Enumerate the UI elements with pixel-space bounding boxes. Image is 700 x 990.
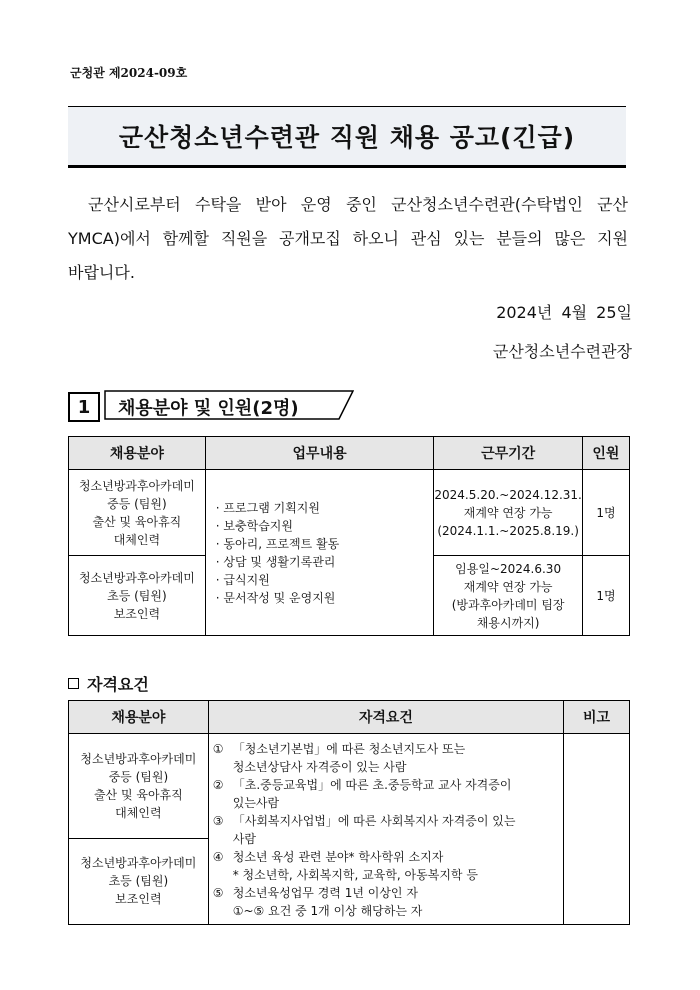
period-line: (방과후아카데미 팀장 <box>451 597 565 612</box>
duty-item: · 문서작성 및 운영지원 <box>215 590 336 605</box>
col-header-period: 근무기간 <box>434 437 582 470</box>
intro-paragraph <box>68 188 628 290</box>
note-cell <box>564 734 630 925</box>
col-header-field: 채용분야 <box>69 437 206 470</box>
field-line: 초등 (팀원) <box>107 588 167 603</box>
duties-cell <box>205 470 434 636</box>
col-header-requirements: 자격요건 <box>208 701 563 734</box>
field-cell <box>69 734 209 839</box>
field-cell <box>69 470 206 556</box>
field-line: 청소년방과후아카데미 <box>80 856 197 871</box>
count-cell: 1명 <box>582 470 629 556</box>
field-line: 청소년방과후아카데미 <box>78 478 195 493</box>
period-line: 2024.5.20.~2024.12.31. <box>434 487 582 502</box>
page-title: 군산청소년수련관 직원 채용 공고(긴급) <box>118 123 576 152</box>
field-cell <box>69 838 209 924</box>
period-cell <box>434 470 582 556</box>
qualifications-heading-text: 자격요건 <box>87 675 149 694</box>
requirement-item: ④ 청소년 육성 관련 분야* 학사학위 소지자 <box>212 850 444 864</box>
duty-item: · 동아리, 프로젝트 활동 <box>215 536 340 551</box>
duty-item: · 급식지원 <box>215 572 270 587</box>
requirement-item: ③ 「사회복지사업법」에 따른 사회복지사 자격증이 있는 <box>212 814 516 828</box>
field-line: 대체인력 <box>115 805 162 820</box>
table-row <box>69 734 630 839</box>
field-line: 보조인력 <box>113 606 161 621</box>
requirements-cell: ① 「청소년기본법」에 따른 청소년지도사 또는 청소년상담사 자격증이 있는 사람 ② 「초.중등교육법」에 따른 초.중등학교 교사 자격증이 있는사람 ③ 「사회복지사업법」에 따른 사회복지사 자격증이 있는 사람 ④ 청소년 육성 관련 분야* 학사학위 소지자 * 청소년학, 사회복지학, 교육학, 아동복지학 등 ⑤ 청소년육성업무 경력 1년 이상인 자 ①~⑤ 요건 중 1개 이상 해당하는 자 <box>208 734 563 925</box>
section-number: 1 <box>68 392 100 422</box>
qualifications-table <box>68 700 630 925</box>
period-line: 재계약 연장 가능 <box>463 579 553 594</box>
title-banner <box>68 106 626 168</box>
period-line: 채용시까지) <box>476 615 540 630</box>
section-title: 채용분야 및 인원(2명) <box>118 398 299 419</box>
period-line: 재계약 연장 가능 <box>463 505 553 520</box>
period-line: 임용일~2024.6.30 <box>455 561 562 576</box>
section-title-banner <box>104 390 354 420</box>
col-header-field: 채용분야 <box>69 701 209 734</box>
field-line: 보조인력 <box>115 892 162 907</box>
duty-item: · 상담 및 생활기록관리 <box>215 554 336 569</box>
qualifications-heading <box>68 672 149 695</box>
field-line: 중등 (팀원) <box>108 769 169 784</box>
col-header-duties: 업무내용 <box>205 437 434 470</box>
field-line: 청소년방과후아카데미 <box>78 570 195 585</box>
requirement-item: ② 「초.중등교육법」에 따른 초.중등학교 교사 자격증이 <box>212 778 512 792</box>
field-line: 출산 및 육아휴직 <box>92 514 182 529</box>
period-cell <box>434 556 582 636</box>
table-header-row <box>69 701 630 734</box>
square-bullet-icon <box>68 678 79 689</box>
count-cell: 1명 <box>582 556 629 636</box>
col-header-note: 비고 <box>564 701 630 734</box>
issuer: 군산청소년수련관장 <box>492 342 632 361</box>
field-line: 초등 (팀원) <box>108 874 169 889</box>
table-header-row <box>69 437 630 470</box>
requirement-item: ⑤ 청소년육성업무 경력 1년 이상인 자 <box>212 886 418 900</box>
requirement-item: ① 「청소년기본법」에 따른 청소년지도사 또는 <box>212 742 466 756</box>
duty-item: · 보충학습지원 <box>215 518 293 533</box>
period-line: (2024.1.1.~2025.8.19.) <box>437 523 579 538</box>
intro-text: 군산시로부터 수탁을 받아 운영 중인 군산청소년수련관(수탁법인 군산YMCA)에서 함께할 직원을 공개모집 하오니 관심 있는 분들의 많은 지원 바랍니다. <box>68 195 628 282</box>
field-line: 중등 (팀원) <box>107 496 167 511</box>
document-number: 군청관 제2024-09호 <box>70 66 188 80</box>
announcement-date: 2024년 4월 25일 <box>496 303 632 322</box>
table-row <box>69 470 630 556</box>
recruitment-table <box>68 436 630 636</box>
field-line: 출산 및 육아휴직 <box>93 787 183 802</box>
duty-item: · 프로그램 기획지원 <box>215 500 320 515</box>
field-cell <box>69 556 206 636</box>
col-header-count: 인원 <box>582 437 629 470</box>
field-line: 청소년방과후아카데미 <box>80 751 197 766</box>
field-line: 대체인력 <box>113 532 161 547</box>
